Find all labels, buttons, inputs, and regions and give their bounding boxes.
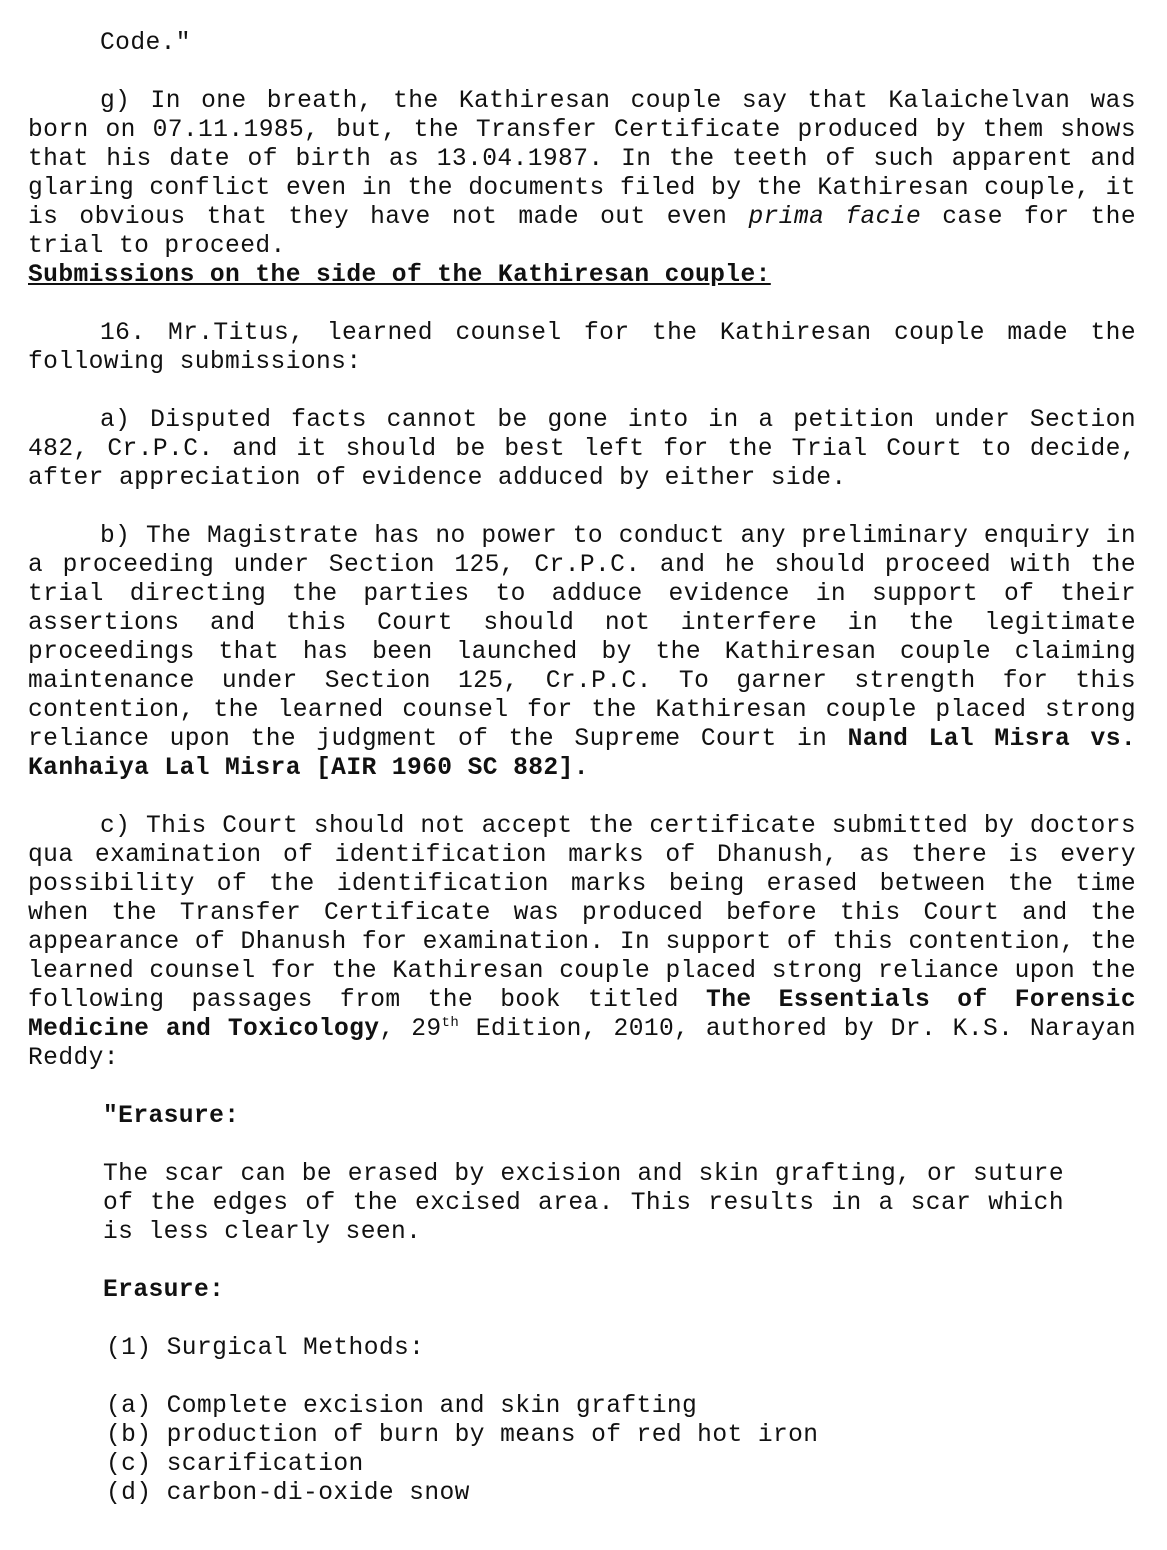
list-item: (c) scarification [106,1451,364,1478]
paragraph-c [28,812,1136,1073]
paragraph-b [28,522,1136,783]
book-title: The Essentials of Forensic Medicine and Toxicology [28,987,1136,1043]
paragraph-16: 16. Mr.Titus, learned counsel for the Kathiresan couple made the following submissions: [28,320,1136,376]
quote-body: The scar can be erased by excision and skin grafting, or suture of the edges of the excised area. This results in a scar which is less clearly seen. [103,1161,1064,1246]
surgical-methods-heading: (1) Surgical Methods: [106,1335,425,1362]
paragraph-g [28,87,1136,261]
paragraph-c-end: Edition, 2010, authored by Dr. K.S. Narayan Reddy: [28,1016,1136,1072]
quote-heading-erasure-2 [103,1276,1064,1305]
paragraph-g-end: case for the trial to proceed. [28,204,1137,260]
methods-list [28,1392,1136,1508]
list-item: (b) production of burn by means of red hot iron [106,1422,819,1449]
case-citation: Nand Lal Misra vs. Kanhaiya Lal Misra [AIR 1960 SC 882]. [28,726,1137,782]
edition-superscript: th [441,1014,460,1031]
edition-number: , 29 [379,1016,442,1043]
section-heading: Submissions on the side of the Kathiresan couple: [28,262,771,289]
quote-heading-erasure [103,1102,1064,1131]
document-page [28,29,1136,1508]
list-item: (d) carbon-di-oxide snow [106,1480,470,1507]
quote-heading-erasure-text: "Erasure: [103,1103,240,1130]
prima-facie-italic: prima facie [748,204,922,231]
paragraph-a: a) Disputed facts cannot be gone into in a petition under Section 482, Cr.P.C. and it should be best left for the Trial Court to decide, after appreciation of evidence adduced by either side. [28,407,1136,492]
paragraph-g-text: g) In one breath, the Kathiresan couple say that Kalaichelvan was born on 07.11.1985, but, the Transfer Certificate produced by them shows that his date of birth as 13.04.1987. In the teeth of such apparent and glaring conflict even in the documents filed by the Kathiresan couple, it is obvious that they have not made out even [28,88,1136,231]
quote-heading-erasure-2-text: Erasure: [103,1277,225,1304]
paragraph-c-text: c) This Court should not accept the certificate submitted by doctors qua examination of identification marks of Dhanush, as there is every possibility of the identification marks being erased between the time when the Transfer Certificate was produced before this Court and the appearance of Dhanush for examination. In support of this contention, the learned counsel for the Kathiresan couple placed strong reliance upon the following passages from the book titled [28,813,1136,1014]
list-item: (a) Complete excision and skin grafting [106,1393,698,1420]
paragraph-b-text: b) The Magistrate has no power to conduct any preliminary enquiry in a proceeding under Section 125, Cr.P.C. and he should proceed with the trial directing the parties to adduce evidence in support of their assertions and this Court should not interfere in the legitimate proceedings that has been launched by the Kathiresan couple claiming maintenance under Section 125, Cr.P.C. To garner strength for this contention, the learned counsel for the Kathiresan couple placed strong reliance upon the judgment of the Supreme Court in [28,523,1136,753]
paragraph-code-end: Code." [100,30,191,57]
